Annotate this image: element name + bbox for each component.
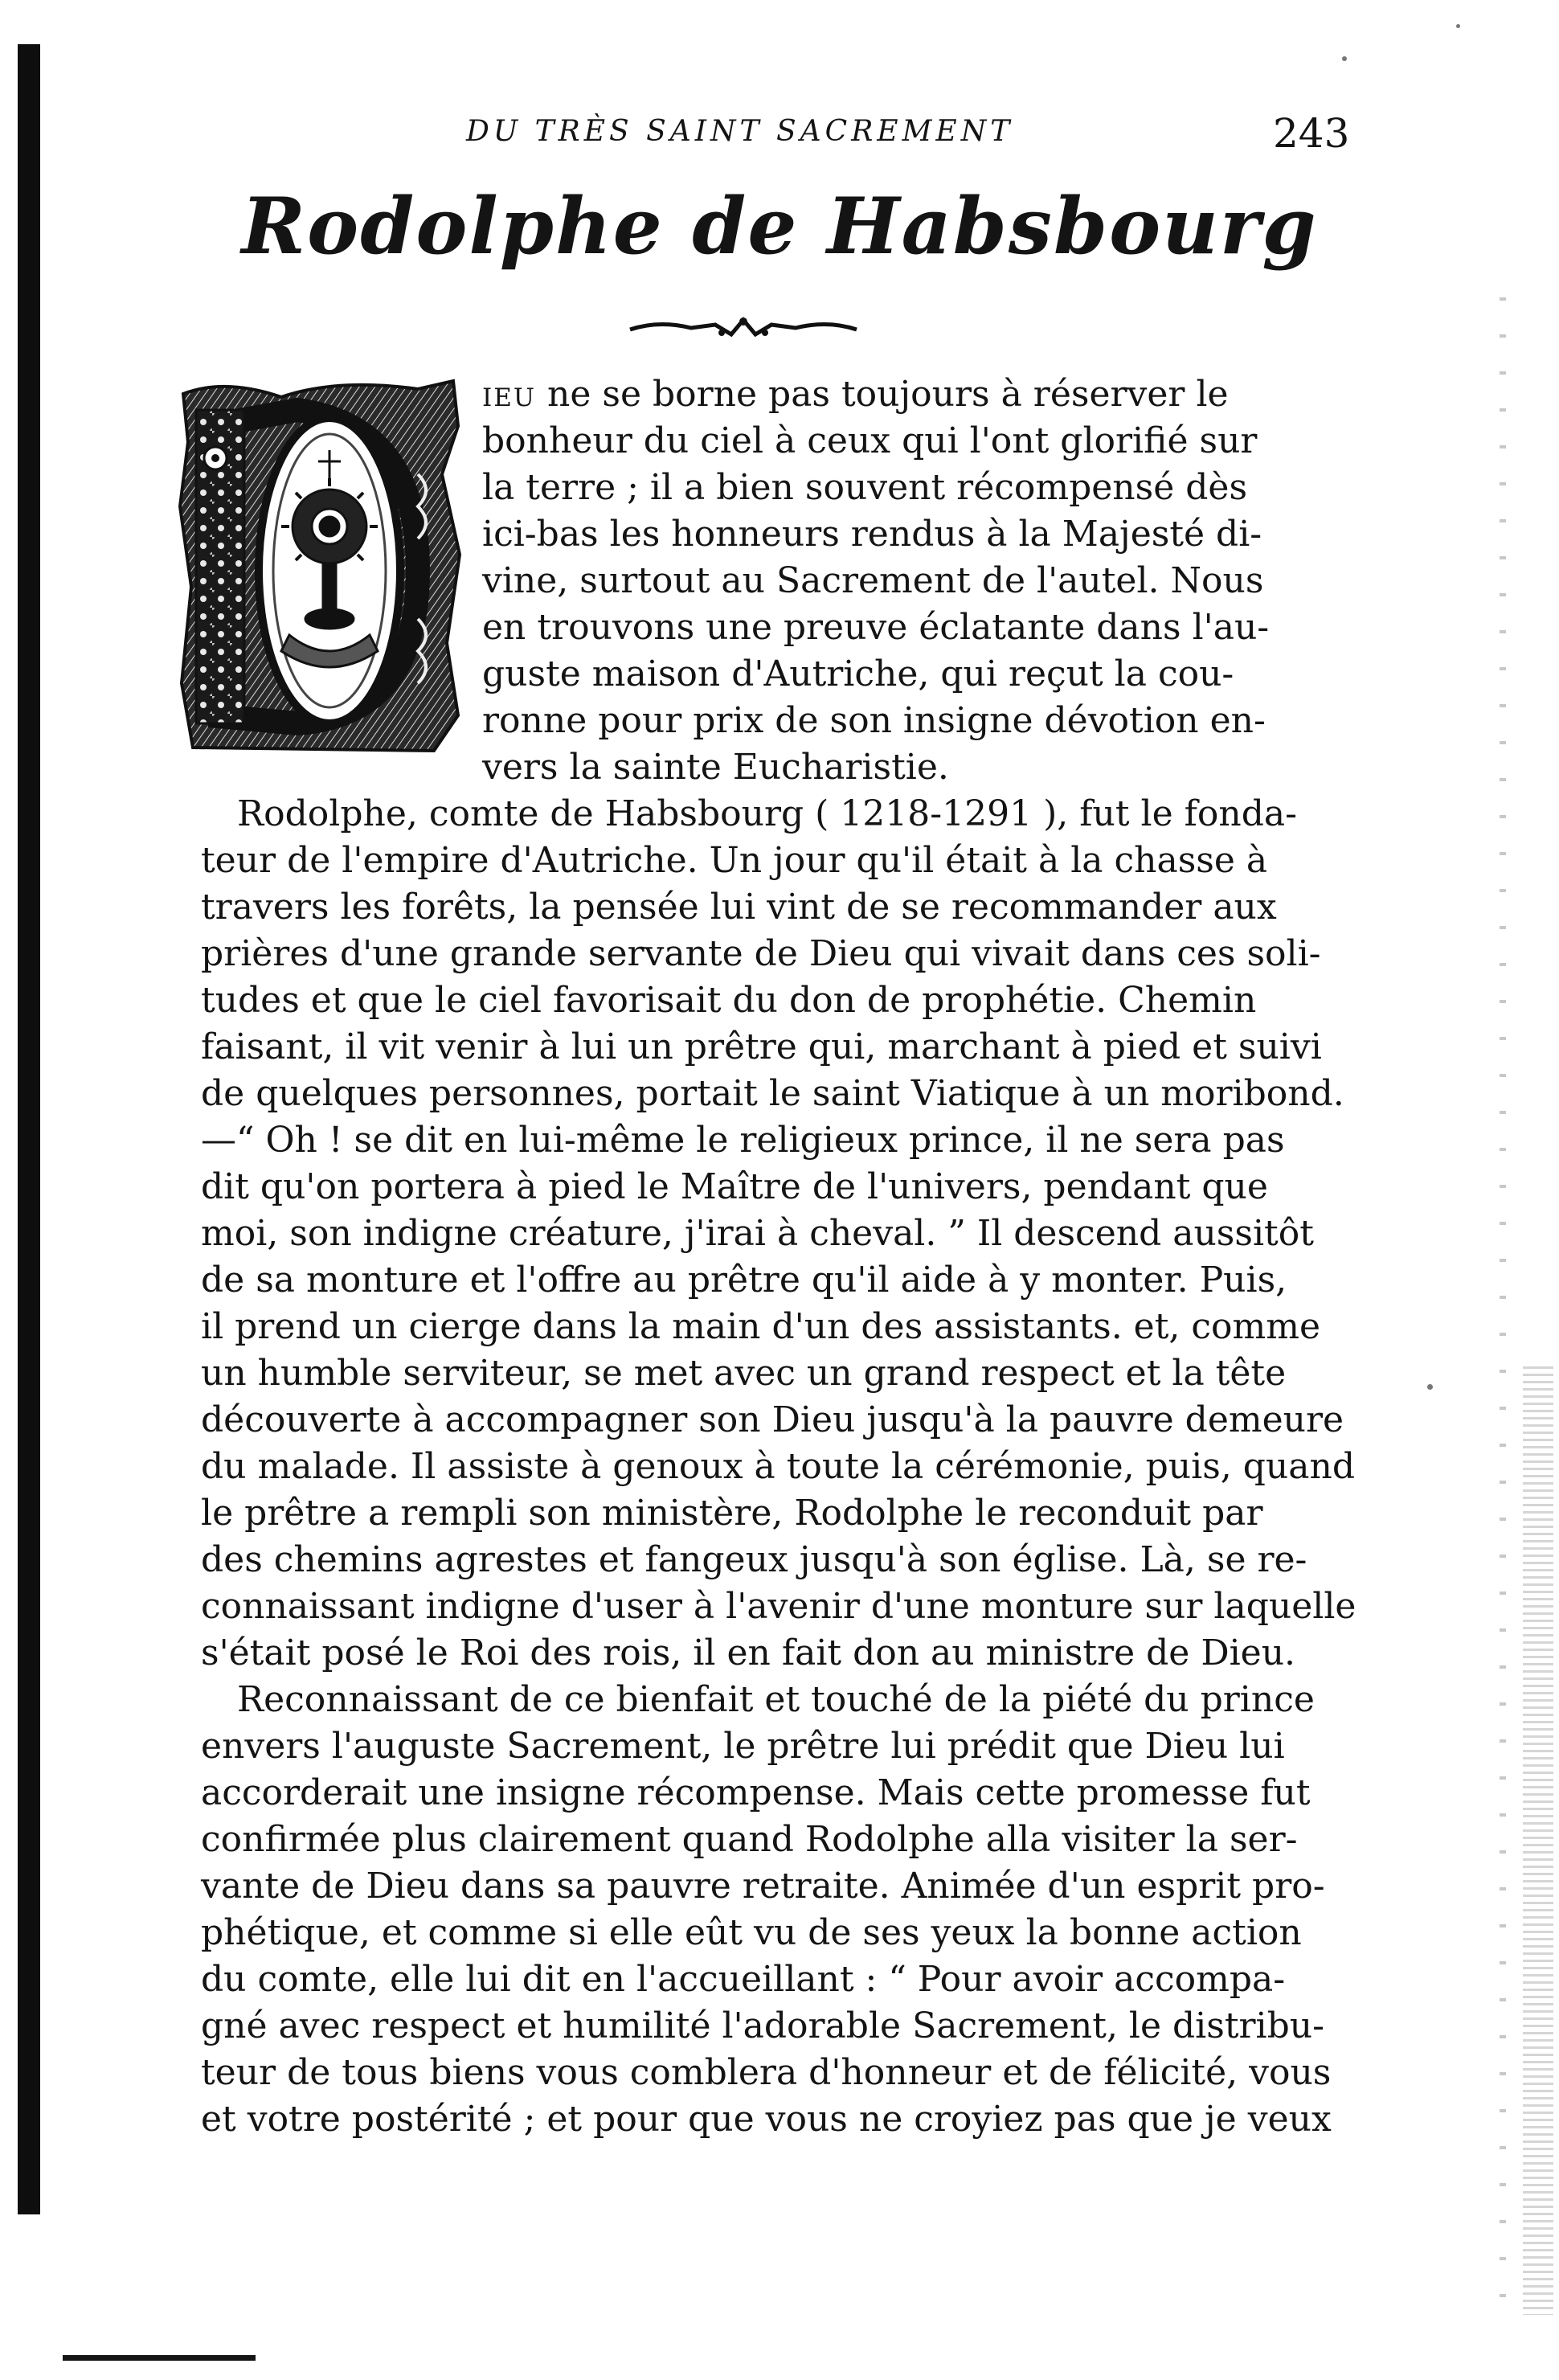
book-edge-mark bbox=[63, 2355, 256, 2361]
illuminated-initial bbox=[177, 378, 468, 754]
speck bbox=[1456, 24, 1460, 28]
text-line: vante de Dieu dans sa pauvre retraite. Animée d'un esprit pro- bbox=[201, 1866, 1325, 1907]
text-line: travers les forêts, la pensée lui vint de se recommander aux bbox=[201, 887, 1277, 928]
text-line: Rodolphe, comte de Habsbourg ( 1218-1291 ), fut le fonda- bbox=[237, 793, 1298, 834]
text-line: découverte à accompagner son Dieu jusqu'à la pauvre demeure bbox=[201, 1399, 1344, 1440]
text-line: des chemins agrestes et fangeux jusqu'à son église. Là, se re- bbox=[201, 1539, 1307, 1580]
text-line: confirmée plus clairement quand Rodolphe alla visiter la ser- bbox=[201, 1819, 1298, 1860]
text-line: s'était posé le Roi des rois, il en fait don au ministre de Dieu. bbox=[201, 1632, 1296, 1673]
page-edge-noise bbox=[1523, 1366, 1553, 2315]
text-line: de sa monture et l'offre au prêtre qu'il aide à y monter. Puis, bbox=[201, 1260, 1287, 1301]
text-line: gné avec respect et humilité l'adorable Sacrement, le distribu- bbox=[201, 2005, 1324, 2046]
text-line: moi, son indigne créature, j'irai à cheval. ” Il descend aussitôt bbox=[201, 1213, 1314, 1254]
page-edge-specks bbox=[1500, 297, 1506, 2323]
text-line: prières d'une grande servante de Dieu qui vivait dans ces soli- bbox=[201, 933, 1321, 974]
paragraph-1-tail bbox=[482, 744, 1286, 791]
dropcap-lead-word: ieu bbox=[482, 374, 537, 415]
paragraph-2 bbox=[201, 791, 1356, 1677]
text-line: vine, surtout au Sacrement de l'autel. Nous bbox=[482, 560, 1264, 601]
text-line: vers la sainte Eucharistie. bbox=[482, 747, 949, 788]
text-line: du malade. Il assiste à genoux à toute la cérémonie, puis, quand bbox=[201, 1446, 1355, 1487]
title-ornament bbox=[627, 313, 860, 342]
text-line: ieu ne se borne pas toujours à réserver le bbox=[482, 374, 1229, 415]
text-line: guste maison d'Autriche, qui reçut la cou- bbox=[482, 653, 1234, 694]
text-line: —“ Oh ! se dit en lui-même le religieux prince, il ne sera pas bbox=[201, 1120, 1285, 1161]
running-title: DU TRÈS SAINT SACREMENT bbox=[466, 115, 1014, 148]
text-line: en trouvons une preuve éclatante dans l'au- bbox=[482, 607, 1270, 648]
text-line: envers l'auguste Sacrement, le prêtre lui prédit que Dieu lui bbox=[201, 1726, 1285, 1767]
paragraph-1-head bbox=[482, 371, 1286, 744]
text-line: tudes et que le ciel favorisait du don de prophétie. Chemin bbox=[201, 980, 1257, 1021]
text-line: ronne pour prix de son insigne dévotion en- bbox=[482, 700, 1266, 741]
text-line: teur de tous biens vous comblera d'honneur et de félicité, vous bbox=[201, 2052, 1332, 2093]
text-line: un humble serviteur, se met avec un grand respect et la tête bbox=[201, 1353, 1287, 1394]
text-line: Reconnaissant de ce bienfait et touché de la piété du prince bbox=[237, 1679, 1315, 1720]
text-line: faisant, il vit venir à lui un prêtre qui, marchant à pied et suivi bbox=[201, 1026, 1322, 1067]
speck bbox=[1427, 1384, 1433, 1390]
text-line: ici-bas les honneurs rendus à la Majesté di- bbox=[482, 514, 1262, 555]
text-line: de quelques personnes, portait le saint Viatique à un moribond. bbox=[201, 1073, 1344, 1114]
text-line: accorderait une insigne récompense. Mais cette promesse fut bbox=[201, 1772, 1311, 1813]
text-line: la terre ; il a bien souvent récompensé dès bbox=[482, 467, 1248, 508]
speck bbox=[1342, 56, 1347, 61]
paragraph-3 bbox=[201, 1677, 1332, 2143]
text-line: il prend un cierge dans la main d'un des assistants. et, comme bbox=[201, 1306, 1320, 1347]
running-head bbox=[161, 110, 1350, 157]
text-line: bonheur du ciel à ceux qui l'ont glorifié sur bbox=[482, 420, 1258, 461]
text-line: teur de l'empire d'Autriche. Un jour qu'il était à la chasse à bbox=[201, 840, 1268, 881]
text-line: dit qu'on portera à pied le Maître de l'univers, pendant que bbox=[201, 1166, 1268, 1207]
chapter-title: Rodolphe de Habsbourg bbox=[241, 181, 1318, 272]
text-line: du comte, elle lui dit en l'accueillant : “ Pour avoir accompa- bbox=[201, 1959, 1286, 2000]
text-line: connaissant indigne d'user à l'avenir d'une monture sur laquelle bbox=[201, 1586, 1356, 1627]
text-line: et votre postérité ; et pour que vous ne croyiez pas que je veux bbox=[201, 2099, 1332, 2140]
text-line: phétique, et comme si elle eût vu de ses yeux la bonne action bbox=[201, 1912, 1302, 1953]
book-spine-shadow bbox=[18, 44, 40, 2214]
text-line: le prêtre a rempli son ministère, Rodolphe le reconduit par bbox=[201, 1493, 1263, 1534]
page-number: 243 bbox=[1273, 110, 1350, 157]
